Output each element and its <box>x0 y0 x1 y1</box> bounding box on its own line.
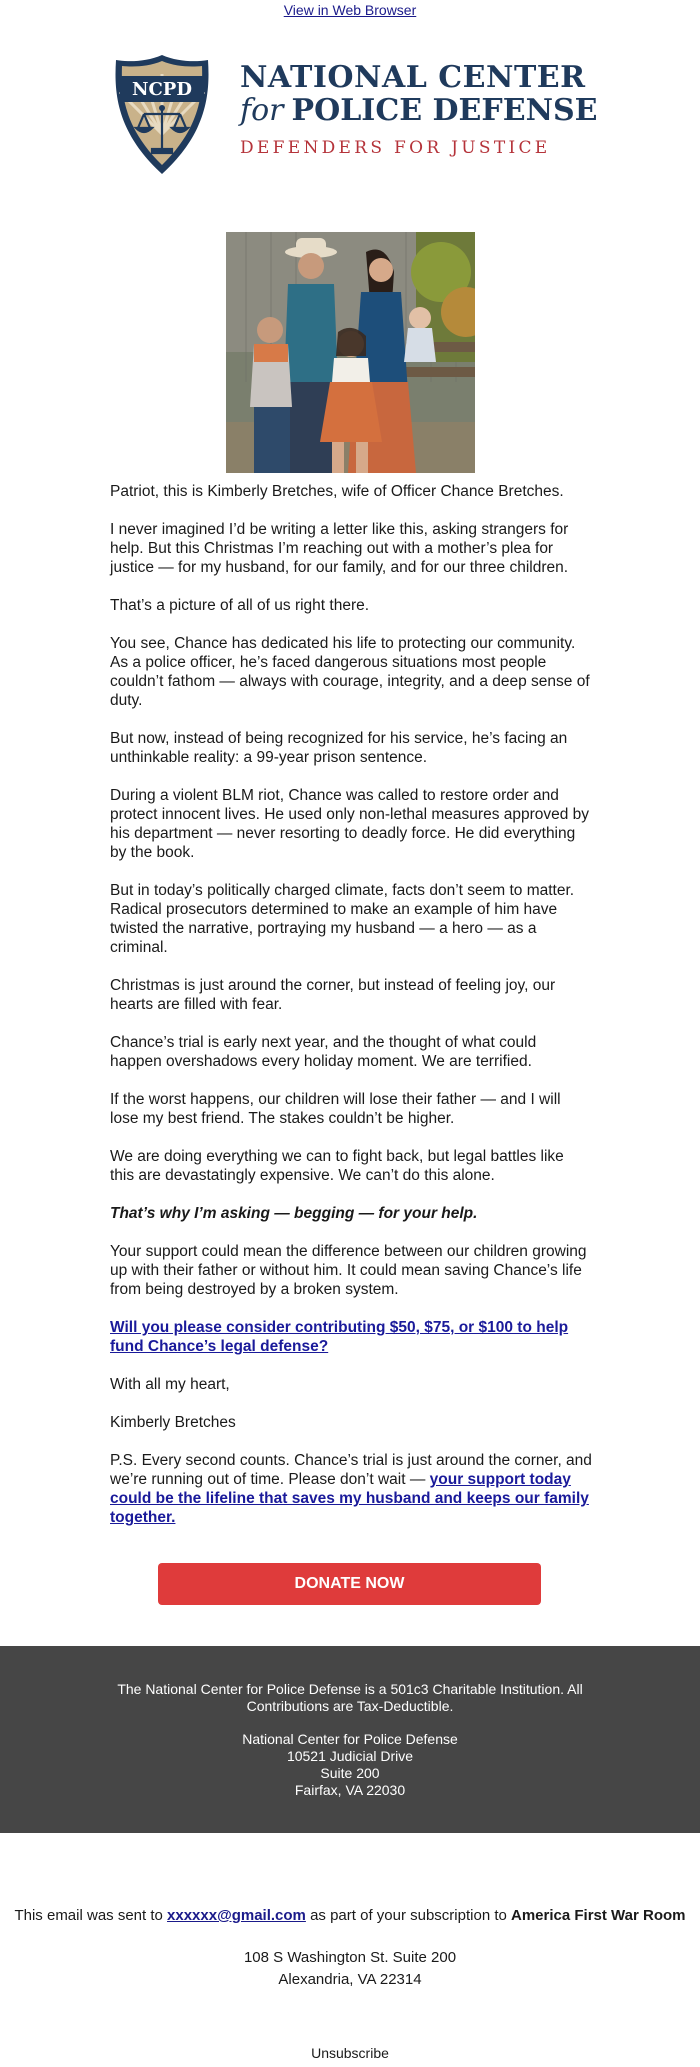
ncpd-logo <box>110 52 598 182</box>
recipient-email-link[interactable]: xxxxxx@gmail.com <box>167 1907 306 1924</box>
sender-address <box>0 1947 700 1991</box>
footer-org-info <box>0 1646 700 1833</box>
view-in-browser-link[interactable]: View in Web Browser <box>283 2 417 18</box>
org-city: Fairfax, VA 22030 <box>294 1782 406 1798</box>
logo-line-national-center: NATIONAL CENTER <box>240 60 586 95</box>
letter-paragraph: Christmas is just around the corner, but instead of feeling joy, our hearts are filled with fear. <box>110 977 556 1013</box>
unsubscribe-link[interactable]: Unsubscribe <box>311 2045 389 2061</box>
shield-badge-icon <box>110 52 214 178</box>
letter-paragraph: Chance’s trial is early next year, and the thought of what could happen overshadows every holiday moment. We are terrified. <box>110 1034 537 1070</box>
org-suite: Suite 200 <box>320 1765 380 1781</box>
letter-signature: Kimberly Bretches <box>110 1414 236 1431</box>
org-street: 10521 Judicial Drive <box>286 1748 414 1764</box>
logo-tagline: DEFENDERS FOR JUSTICE <box>240 138 551 158</box>
letter-paragraph: But in today’s politically charged climate, facts don’t seem to matter. Radical prosecutors determined to make an example of him have twisted the narrative, portraying my husband — a hero — as a criminal. <box>110 882 575 956</box>
letter-body <box>110 482 592 1546</box>
letter-paragraph: That’s a picture of all of us right there. <box>110 597 370 614</box>
badge-label: NCPD <box>132 79 192 100</box>
letter-paragraph: During a violent BLM riot, Chance was called to restore order and protect innocent lives. He used only non-lethal measures approved by his department — never resorting to deadly force. He did everything by the book. <box>110 787 590 861</box>
sender-city: Alexandria, VA 22314 <box>278 1971 422 1988</box>
letter-paragraph: If the worst happens, our children will lose their father — and I will lose my best friend. The stakes couldn’t be higher. <box>110 1091 561 1127</box>
ps-text: P.S. Every second counts. Chance’s trial is just around the corner, and we’re running out of time. Please don’t wait — <box>110 1452 592 1488</box>
sender-street: 108 S Washington St. Suite 200 <box>243 1949 457 1966</box>
sub-middle: as part of your subscription to <box>305 1907 512 1924</box>
letter-paragraph: We are doing everything we can to fight back, but legal battles like this are devastatingly expensive. We can’t do this alone. <box>110 1148 564 1184</box>
logo-for: for <box>240 93 284 128</box>
letter-signoff: With all my heart, <box>110 1376 230 1393</box>
sub-prefix: This email was sent to <box>14 1907 168 1924</box>
contribute-link[interactable]: Will you please consider contributing $50, $75, or $100 to help fund Chance’s legal defense? <box>110 1319 569 1355</box>
org-address <box>0 1731 700 1799</box>
logo-line-police-defense <box>240 93 598 128</box>
letter-paragraph: Patriot, this is Kimberly Bretches, wife of Officer Chance Bretches. <box>110 483 564 500</box>
view-in-browser <box>0 2 700 18</box>
unsubscribe <box>0 2045 700 2062</box>
letter-plea: That’s why I’m asking — begging — for your help. <box>110 1205 478 1222</box>
logo-wordmark <box>240 60 598 160</box>
letter-cta <box>110 1318 592 1356</box>
letter-paragraph: I never imagined I’d be writing a letter like this, asking strangers for help. But this Christmas I’m reaching out with a mother’s plea for justice — for my husband, for our family, and for our three children. <box>110 521 569 576</box>
letter-ps <box>110 1451 592 1527</box>
letter-paragraph: But now, instead of being recognized for his service, he’s facing an unthinkable reality: a 99-year prison sentence. <box>110 730 568 766</box>
ps-support-link[interactable]: your support today could be the lifeline that saves my husband and keeps our family together. <box>110 1471 589 1526</box>
list-name: America First War Room <box>511 1907 686 1924</box>
donate-now-button[interactable]: DONATE NOW <box>158 1563 541 1605</box>
family-photo <box>226 232 475 473</box>
org-name: National Center for Police Defense <box>242 1731 458 1747</box>
letter-paragraph: You see, Chance has dedicated his life to protecting our community. As a police officer, he’s faced dangerous situations most people couldn’t fathom — always with courage, integrity, and a deep sense of duty. <box>110 635 590 709</box>
subscription-notice <box>0 1907 700 1925</box>
letter-paragraph: Your support could mean the difference between our children growing up with their father or without him. It could mean saving Chance’s life from being destroyed by a broken system. <box>110 1243 587 1298</box>
logo-police-defense: POLICE DEFENSE <box>291 93 598 128</box>
tax-notice: The National Center for Police Defense is a 501c3 Charitable Institution. All Contributions are Tax-Deductible. <box>117 1681 583 1714</box>
